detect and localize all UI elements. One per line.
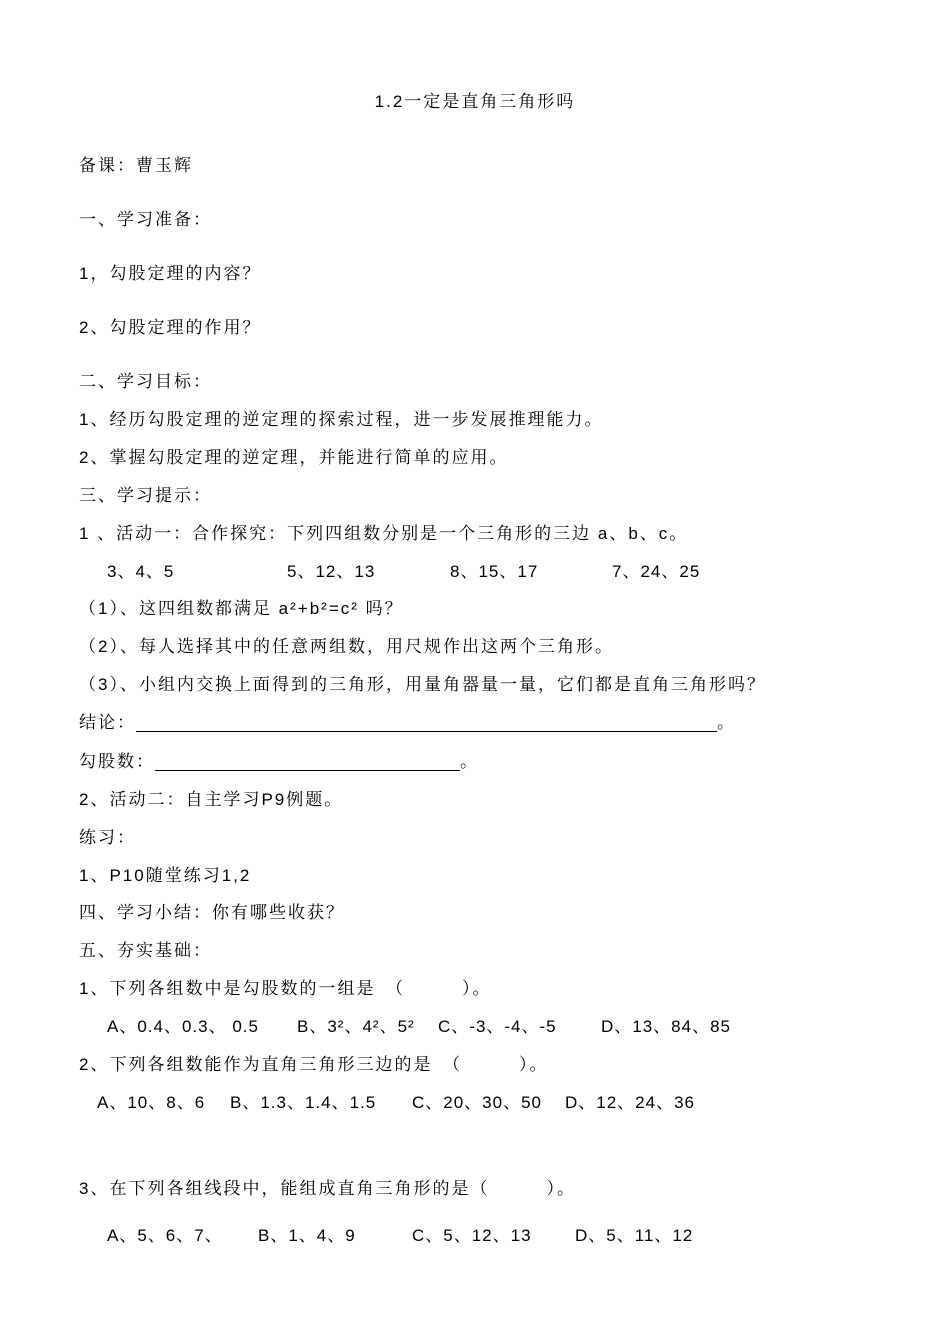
- question-1-option-d: D、13、84、85: [601, 1017, 732, 1036]
- pythagorean-blank: [155, 769, 460, 771]
- question-2-option-d: D、12、24、36: [565, 1093, 696, 1112]
- document-title: 1.2一定是直角三角形吗: [374, 92, 576, 111]
- section5-heading: 五、夯实基础：: [79, 941, 212, 960]
- question-2-option-b: B、1.3、1.4、1.5: [230, 1093, 377, 1112]
- practice-heading: 练习：: [79, 828, 136, 847]
- section1-heading: 一、学习准备：: [79, 210, 212, 229]
- section4-heading: 四、学习小结：你有哪些收获？: [79, 903, 345, 922]
- sub-item-3: （3）、小组内交换上面得到的三角形，用量角器量一量，它们都是直角三角形吗？: [79, 675, 766, 694]
- question-2-stem: 2、下列各组数能作为直角三角形三边的是 （ ）。: [79, 1055, 549, 1074]
- sub-item-2: （2）、每人选择其中的任意两组数，用尺规作出这两个三角形。: [79, 637, 614, 656]
- activity1-text: 1 、活动一：合作探究：下列四组数分别是一个三角形的三边 a、b、c。: [79, 524, 689, 543]
- question-1-option-c: C、-3、-4、-5: [438, 1017, 557, 1036]
- pythagorean-end: 。: [460, 752, 479, 771]
- section3-heading: 三、学习提示：: [79, 486, 212, 505]
- pythagorean-label: 勾股数：: [79, 752, 155, 771]
- question-3-option-b: B、1、4、9: [258, 1226, 356, 1245]
- section1-item-2: 2、勾股定理的作用？: [79, 318, 262, 337]
- sub-item-1: （1）、这四组数都满足 a²+b²=c² 吗？: [79, 599, 404, 618]
- section2-heading: 二、学习目标：: [79, 372, 212, 391]
- number-group-2: 5、12、13: [287, 562, 376, 581]
- question-1-stem: 1、下列各组数中是勾股数的一组是 （ ）。: [79, 979, 492, 998]
- question-3-stem: 3、在下列各组线段中，能组成直角三角形的是（ ）。: [79, 1179, 576, 1198]
- practice-item: 1、P10随堂练习1,2: [79, 866, 252, 885]
- pythagorean-line: [79, 752, 479, 772]
- author-line: 备课：曹玉辉: [79, 156, 193, 175]
- question-2-option-a: A、10、8、6: [97, 1093, 206, 1112]
- activity2-text: 2、活动二：自主学习P9例题。: [79, 790, 344, 809]
- conclusion-blank: [136, 730, 717, 732]
- question-1-option-a: A、0.4、0.3、 0.5: [107, 1017, 259, 1036]
- number-group-3: 8、15、17: [450, 562, 539, 581]
- question-3-option-d: D、5、11、12: [575, 1226, 694, 1245]
- question-3-option-a: A、5、6、7、: [107, 1226, 223, 1245]
- conclusion-label: 结论：: [79, 713, 136, 732]
- section1-item-1: 1，勾股定理的内容？: [79, 264, 262, 283]
- section2-item-2: 2、掌握勾股定理的逆定理，并能进行简单的应用。: [79, 448, 509, 467]
- conclusion-line: [79, 713, 736, 733]
- section2-item-1: 1、经历勾股定理的逆定理的探索过程，进一步发展推理能力。: [79, 410, 604, 429]
- question-3-option-c: C、5、12、13: [412, 1226, 532, 1245]
- number-group-4: 7、24、25: [612, 562, 701, 581]
- conclusion-end: 。: [717, 713, 736, 732]
- question-1-option-b: B、3²、4²、5²: [297, 1017, 415, 1036]
- question-2-option-c: C、20、30、50: [412, 1093, 543, 1112]
- number-group-1: 3、4、5: [107, 562, 175, 581]
